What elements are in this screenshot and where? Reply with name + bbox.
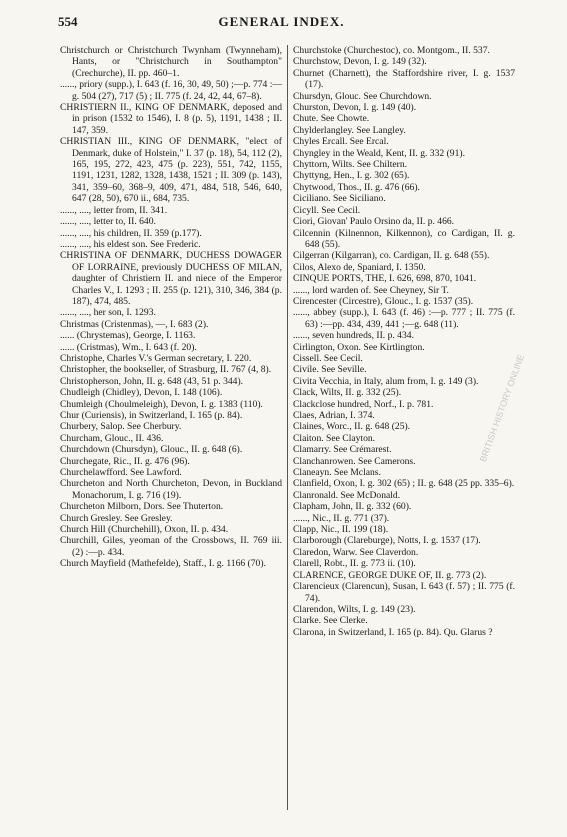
index-entry: Clamarry. See Crémarest. bbox=[293, 444, 392, 456]
index-entry: Clapp, Nic., II. 199 (18). bbox=[293, 524, 389, 536]
index-entry: ......, priory (supp.), I. 643 (f. 16, 30, 49, 50) ;—p. 774 :—g. 504 (27), 717 (5) ; II. 775 (f. 24, 42, 44, 67–8). bbox=[60, 79, 282, 102]
index-entry: Churchdown (Chursdyn), Glouc., II. g. 648 (6). bbox=[60, 444, 243, 456]
index-entry: Churbery, Salop. See Cherbury. bbox=[60, 421, 182, 433]
index-entry: ......, ...., letter from, II. 341. bbox=[60, 204, 168, 216]
watermark: BRITISH HISTORY ONLINE bbox=[477, 353, 527, 464]
index-entry: Churchstoke (Churchestoc), co. Montgom., II. 537. bbox=[293, 45, 490, 56]
page-number: 554 bbox=[58, 14, 78, 29]
index-entry: Chylderlangley. See Langley. bbox=[293, 124, 406, 136]
index-entry: CHRISTIAN III., KING OF DENMARK, "elect of Denmark, duke of Holstein," I. 37 (p. 18), 54, 112 (2), 165, 195, 272, 423, 475 (p. 223), 551, 742, 1155, 1191, 1231, 1282, 1328, 1438, 1521 ; II. 309 (p. 143), 341, 359–60, 368–9, 409, 471, 484, 518, 546, 640, 647 (28, 50), 670 ii., 684, 735. bbox=[60, 136, 282, 205]
index-entry: ......, abbey (supp.), I. 643 (f. 46) :—p. 777 ; II. 775 (f. 63) :—pp. 434, 439, 441 ;—g. 648 (11). bbox=[293, 307, 515, 330]
index-entry: Churchegate, Ric., II. g. 476 (96). bbox=[60, 455, 190, 467]
index-entry: Clarencieux (Clarencun), Susan, I. 643 (f. 57) ; II. 775 (f. 74). bbox=[293, 581, 515, 604]
index-entry: Churcham, Glouc., II. 436. bbox=[60, 432, 164, 444]
index-entry: CHRISTINA OF DENMARK, DUCHESS DOWAGER OF LORRAINE, previously DUCHESS OF MILAN, daughter of Christiern II. and niece of the Emperor Charles V., I. 1293 ; II. 255 (p. 121), 310, 346, 384 (p. 187), 474, 485. bbox=[60, 250, 282, 307]
column-divider bbox=[287, 45, 288, 810]
index-entry: Church Gresley. See Gresley. bbox=[60, 512, 173, 524]
index-entry: Clanchanrowen. See Camerons. bbox=[293, 455, 416, 467]
index-entry: ......, ...., letter to, II. 640. bbox=[60, 216, 156, 228]
index-entry: CINQUE PORTS, THE, I. 626, 698, 870, 1041. bbox=[293, 273, 477, 285]
index-entry: Cissell. See Cecil. bbox=[293, 352, 363, 364]
index-entry: Chytwood, Thos., II. g. 476 (66). bbox=[293, 181, 420, 193]
index-entry: Ciciliano. See Siciliano. bbox=[293, 193, 386, 205]
index-entry: Christopher, the bookseller, of Strasburg, II. 767 (4, 8). bbox=[60, 364, 272, 376]
index-entry: Clarell, Robt., II. g. 773 ii. (10). bbox=[293, 558, 416, 570]
index-entry: Clack, Wilts, II. g. 332 (25). bbox=[293, 387, 402, 399]
index-entry: ......, ...., his eldest son. See Frederic. bbox=[60, 238, 201, 250]
index-entry: Churchstow, Devon, I. g. 149 (32). bbox=[293, 56, 427, 68]
index-entry: Chur (Curiensis), in Switzerland, I. 165 (p. 84). bbox=[60, 410, 243, 421]
index-column-right bbox=[293, 45, 515, 638]
index-entry: Chute. See Chowte. bbox=[293, 113, 370, 125]
index-entry: ......, seven hundreds, II. p. 434. bbox=[293, 330, 414, 342]
index-entry: Clarborough (Clareburge), Notts, I. g. 1537 (17). bbox=[293, 535, 481, 547]
index-entry: Cicyll. See Cecil. bbox=[293, 204, 361, 216]
running-title: GENERAL INDEX. bbox=[218, 14, 345, 29]
index-entry: Christopherson, John, II. g. 648 (43, 51 p. 344). bbox=[60, 375, 244, 387]
index-entry: Chumleigh (Choulmeleigh), Devon, I. g. 1383 (110). bbox=[60, 398, 263, 410]
index-entry: Claredon, Warw. See Claverdon. bbox=[293, 546, 419, 558]
index-entry: ...... (Cristmas), Wm., I. 643 (f. 20). bbox=[60, 341, 197, 353]
index-entry: Clapham, John, II. g. 332 (60). bbox=[293, 501, 412, 513]
index-entry: Churcheton Milborn, Dors. See Thuterton. bbox=[60, 501, 224, 513]
page-header bbox=[58, 14, 505, 36]
index-entry: Chyttyng, Hen., I. g. 302 (65). bbox=[293, 170, 410, 182]
index-entry: Claes, Adrian, I. 374. bbox=[293, 410, 375, 421]
index-entry: ...... (Chrystemas), George, I. 1163. bbox=[60, 330, 196, 342]
index-entry: Clanfield, Oxon, I. g. 302 (65) ; II. g. 648 (25 pp. 335–6). bbox=[293, 478, 515, 490]
index-entry: Chyles Ercall. See Ercal. bbox=[293, 136, 389, 148]
index-entry: Clarke. See Clerke. bbox=[293, 615, 368, 627]
index-entry: Clarona, in Switzerland, I. 165 (p. 84). Qu. Glarus ? bbox=[293, 626, 493, 638]
index-entry: Cilgerran (Kilgarran), co. Cardigan, II. g. 648 (55). bbox=[293, 250, 490, 262]
index-entry: Cirlington, Oxon. See Kirtlington. bbox=[293, 341, 425, 353]
index-entry: CLARENCE, GEORGE DUKE OF, II. g. 773 (2). bbox=[293, 569, 487, 581]
index-entry: Cirencester (Circestre), Glouc., I. g. 1537 (35). bbox=[293, 295, 474, 307]
index-entry: Churston, Devon, I. g. 149 (40). bbox=[293, 102, 417, 114]
index-entry: Church Mayfield (Mathefelde), Staff., I. g. 1166 (70). bbox=[60, 558, 266, 570]
index-entry: Chursdyn, Glouc. See Churchdown. bbox=[293, 90, 432, 102]
index-entry: Civile. See Seville. bbox=[293, 364, 367, 376]
index-column-left bbox=[60, 45, 282, 570]
index-entry: Chyttorn, Wilts. See Chiltern. bbox=[293, 159, 408, 171]
index-entry: ......, ...., his children, II. 359 (p.177). bbox=[60, 227, 202, 239]
index-entry: Cilos, Alexo de, Spaniard, I. 1350. bbox=[293, 261, 426, 273]
index-entry: Churcheton and North Churcheton, Devon, in Buckland Monachorum, I. g. 716 (19). bbox=[60, 478, 282, 501]
index-entry: Cilcennin (Kilnennon, Kilkennon), co Cardigan, II. g. 648 (55). bbox=[293, 227, 515, 250]
index-entry: Christophe, Charles V.'s German secretary, I. 220. bbox=[60, 352, 252, 364]
index-entry: Clackclose hundred, Norf., I. p. 781. bbox=[293, 398, 434, 410]
index-entry: Church Hill (Churchehill), Oxon, II. p. 434. bbox=[60, 524, 229, 536]
index-entry: ......, Nic., II. g. 771 (37). bbox=[293, 512, 390, 524]
index-entry: ......, lord warden of. See Cheyney, Sir T. bbox=[293, 284, 449, 296]
index-entry: Claiton. See Clayton. bbox=[293, 432, 376, 444]
index-entry: Claines, Worc., II. g. 648 (25). bbox=[293, 421, 411, 433]
index-entry: Clarendon, Wilts, I. g. 149 (23). bbox=[293, 603, 416, 615]
index-entry: Civita Vecchia, in Italy, alum from, I. g. 149 (3). bbox=[293, 375, 479, 387]
index-entry: Chudleigh (Chidley), Devon, I. 148 (106). bbox=[60, 387, 223, 399]
index-entry: ......, ...., her son, I. 1293. bbox=[60, 307, 156, 319]
index-entry: CHRISTIERN II., KING OF DENMARK, deposed and in prison (1532 to 1546), I. 8 (p. 5), 1191, 1438 ; II. 147, 359. bbox=[60, 102, 282, 136]
index-entry: Clanronald. See McDonald. bbox=[293, 489, 401, 501]
index-entry: Churnet (Charnett), the Staffordshire river, I. g. 1537 (17). bbox=[293, 67, 515, 91]
index-entry: Christchurch or Christchurch Twynham (Twynneham), Hants, or "Christchurch in Southampton" (Crechurche), II. pp. 460–1. bbox=[60, 45, 282, 79]
index-entry: Chyngley in the Weald, Kent, II. g. 332 (91). bbox=[293, 147, 465, 159]
index-entry: Christmas (Cristenmas), —, I. 683 (2). bbox=[60, 318, 209, 330]
index-entry: Ciori, Giovan' Paulo Orsino da, II. p. 466. bbox=[293, 216, 455, 228]
index-entry: Churchelawfford. See Lawford. bbox=[60, 467, 182, 479]
index-entry: Churchill, Giles, yeoman of the Crossbows, II. 769 iii. (2) :—p. 434. bbox=[60, 535, 282, 558]
index-entry: Claneayn. See Mclans. bbox=[293, 467, 381, 479]
